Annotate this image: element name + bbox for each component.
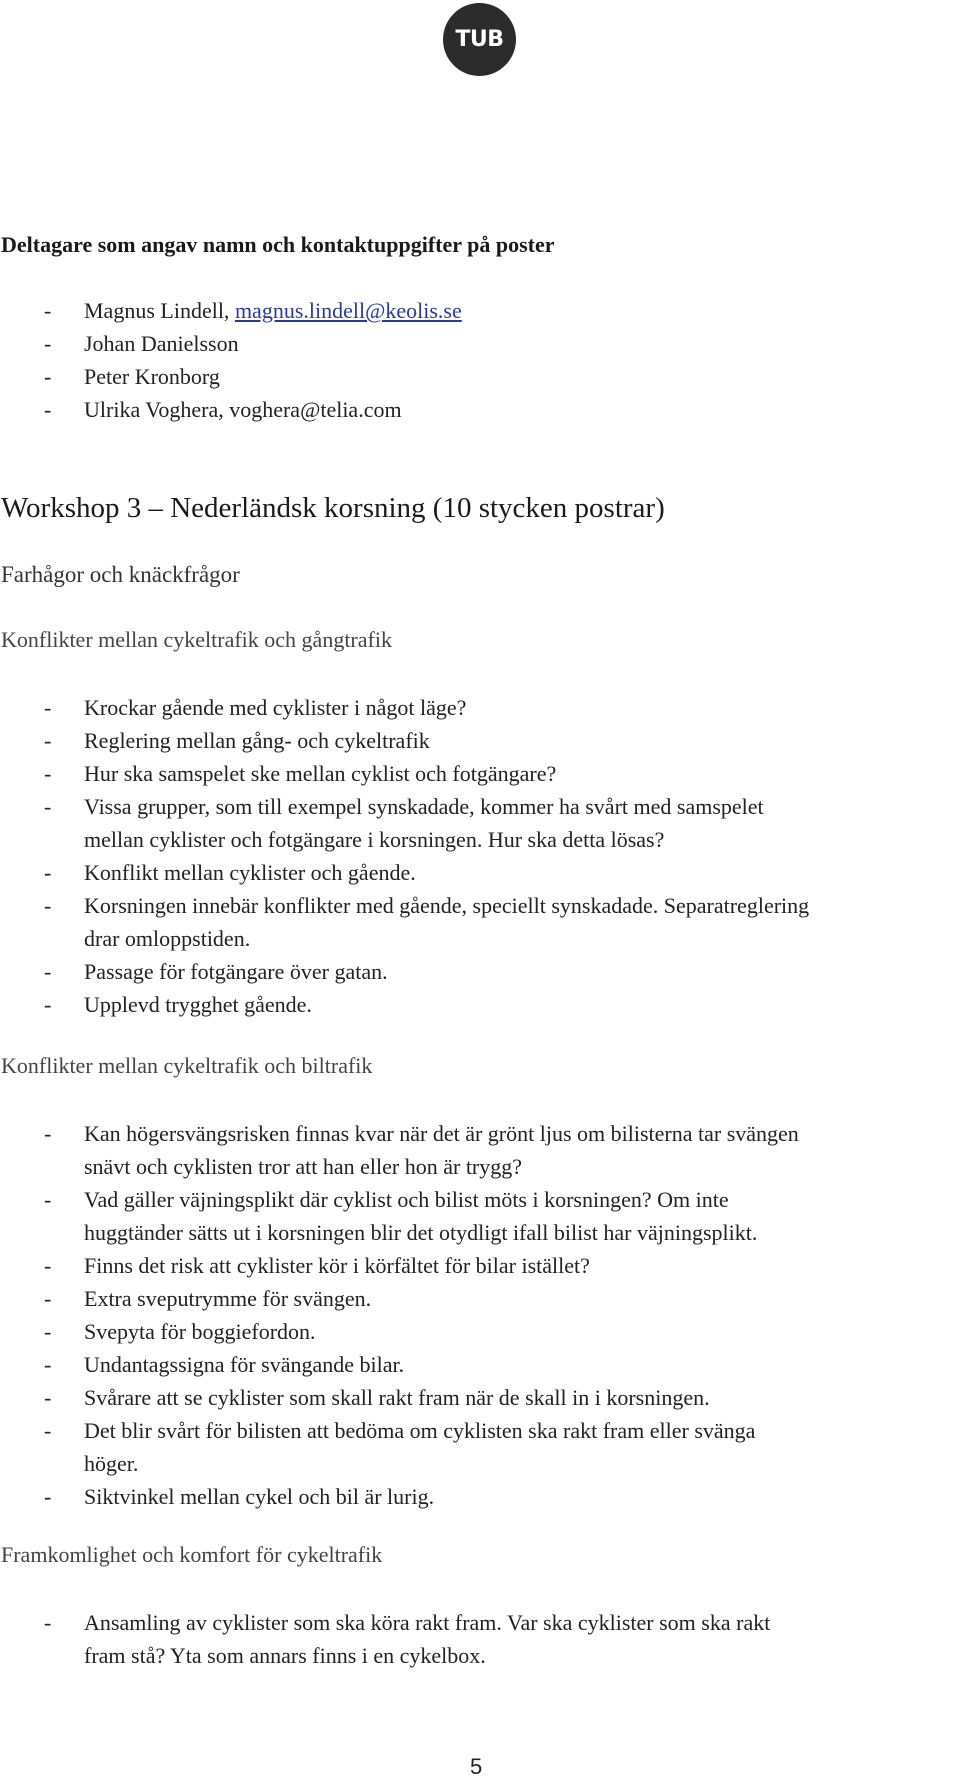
participant-name: Johan Danielsson: [84, 331, 239, 356]
list-dash: -: [44, 1187, 52, 1212]
participant-name: Magnus Lindell,: [84, 298, 235, 323]
list-item-text: Vad gäller väjningsplikt där cyklist och bilist möts i korsningen? Om inte: [84, 1187, 729, 1212]
list-dash: -: [44, 959, 52, 984]
email-link[interactable]: magnus.lindell@keolis.se: [234, 298, 462, 323]
list-item: [0, 1414, 960, 1480]
list-item-text: Det blir svårt för bilisten att bedöma om cyklisten ska rakt fram eller svänga: [84, 1418, 756, 1443]
list-dash: -: [44, 1385, 52, 1410]
list-dash: -: [44, 1352, 52, 1377]
list-item-text: mellan cyklister och fotgängare i korsningen. Hur ska detta lösas?: [84, 827, 665, 852]
tub-logo: [443, 3, 516, 76]
list-item-text: höger.: [84, 1451, 139, 1476]
list-dash: -: [44, 1610, 52, 1635]
list-dash: -: [44, 794, 52, 819]
list-item-text: Undantagssigna för svängande bilar.: [84, 1352, 405, 1377]
logo-text: TUB: [455, 27, 504, 52]
list-item-text: Svepyta för boggiefordon.: [84, 1319, 316, 1344]
list-dash: -: [44, 331, 52, 356]
list-item-text: Hur ska samspelet ske mellan cyklist och fotgängare?: [84, 761, 557, 786]
list-item: [0, 790, 960, 856]
section-list: [0, 691, 960, 1021]
list-dash: -: [44, 1319, 52, 1344]
list-item: [0, 1381, 960, 1414]
section-list: [0, 1606, 960, 1672]
list-item-text: Extra sveputrymme för svängen.: [84, 1286, 372, 1311]
list-item: [0, 1249, 960, 1282]
list-item: [0, 1606, 960, 1672]
list-item: [0, 889, 960, 955]
list-dash: -: [44, 1418, 52, 1443]
list-item-text: snävt och cyklisten tror att han eller hon är trygg?: [84, 1154, 523, 1179]
list-item: [0, 1282, 960, 1315]
list-item: [0, 327, 960, 360]
list-item: [0, 988, 960, 1021]
list-item-text: drar omloppstiden.: [84, 926, 251, 951]
list-dash: -: [44, 1484, 52, 1509]
list-item-text: Svårare att se cyklister som skall rakt fram när de skall in i korsningen.: [84, 1385, 710, 1410]
list-item-text: Konflikt mellan cyklister och gående.: [84, 860, 416, 885]
list-item: [0, 294, 960, 327]
list-item-text: huggtänder sätts ut i korsningen blir det otydligt ifall bilist har väjningsplikt.: [84, 1220, 758, 1245]
list-item: [0, 1348, 960, 1381]
list-item: [0, 856, 960, 889]
participants-list: [0, 294, 960, 426]
section-list: [0, 1117, 960, 1513]
list-item: [0, 393, 960, 426]
list-item-text: Reglering mellan gång- och cykeltrafik: [84, 728, 430, 753]
list-item-text: Krockar gående med cyklister i något läge?: [84, 695, 467, 720]
list-item: [0, 724, 960, 757]
section-heading: Konflikter mellan cykeltrafik och gångtrafik: [1, 627, 392, 652]
participants-heading: Deltagare som angav namn och kontaktuppgifter på poster: [1, 232, 555, 257]
list-item-text: Upplevd trygghet gående.: [84, 992, 312, 1017]
list-item-text: Siktvinkel mellan cykel och bil är lurig.: [84, 1484, 435, 1509]
list-dash: -: [44, 992, 52, 1017]
list-item: [0, 691, 960, 724]
list-item-text: Passage för fotgängare över gatan.: [84, 959, 388, 984]
list-item-text: Kan högersvängsrisken finnas kvar när det är grönt ljus om bilisterna tar svängen: [84, 1121, 799, 1146]
list-dash: -: [44, 1253, 52, 1278]
section-heading: Konflikter mellan cykeltrafik och biltrafik: [1, 1053, 373, 1078]
list-item-text: Vissa grupper, som till exempel synskadade, kommer ha svårt med samspelet: [84, 794, 764, 819]
list-dash: -: [44, 298, 52, 323]
list-item: [0, 1117, 960, 1183]
participant-name: Ulrika Voghera, voghera@telia.com: [84, 397, 402, 422]
workshop-title: Workshop 3 – Nederländsk korsning (10 stycken postrar): [1, 492, 665, 524]
list-item: [0, 360, 960, 393]
list-item: [0, 1183, 960, 1249]
list-item: [0, 1480, 960, 1513]
participant-name: Peter Kronborg: [84, 364, 220, 389]
list-item-text: Korsningen innebär konflikter med gående, speciellt synskadade. Separatreglering: [84, 893, 810, 918]
list-item-text: Finns det risk att cyklister kör i körfältet för bilar istället?: [84, 1253, 590, 1278]
list-dash: -: [44, 397, 52, 422]
list-dash: -: [44, 364, 52, 389]
list-dash: -: [44, 695, 52, 720]
list-dash: -: [44, 1286, 52, 1311]
section-heading: Framkomlighet och komfort för cykeltrafik: [1, 1542, 383, 1567]
list-item: [0, 955, 960, 988]
list-item-text: fram stå? Yta som annars finns i en cykelbox.: [84, 1643, 486, 1668]
list-item: [0, 1315, 960, 1348]
workshop-subtitle: Farhågor och knäckfrågor: [1, 562, 240, 587]
list-dash: -: [44, 860, 52, 885]
list-dash: -: [44, 893, 52, 918]
list-dash: -: [44, 761, 52, 786]
list-dash: -: [44, 728, 52, 753]
list-item: [0, 757, 960, 790]
page-number: 5: [470, 1754, 483, 1779]
list-dash: -: [44, 1121, 52, 1146]
list-item-text: Ansamling av cyklister som ska köra rakt fram. Var ska cyklister som ska rakt: [84, 1610, 771, 1635]
